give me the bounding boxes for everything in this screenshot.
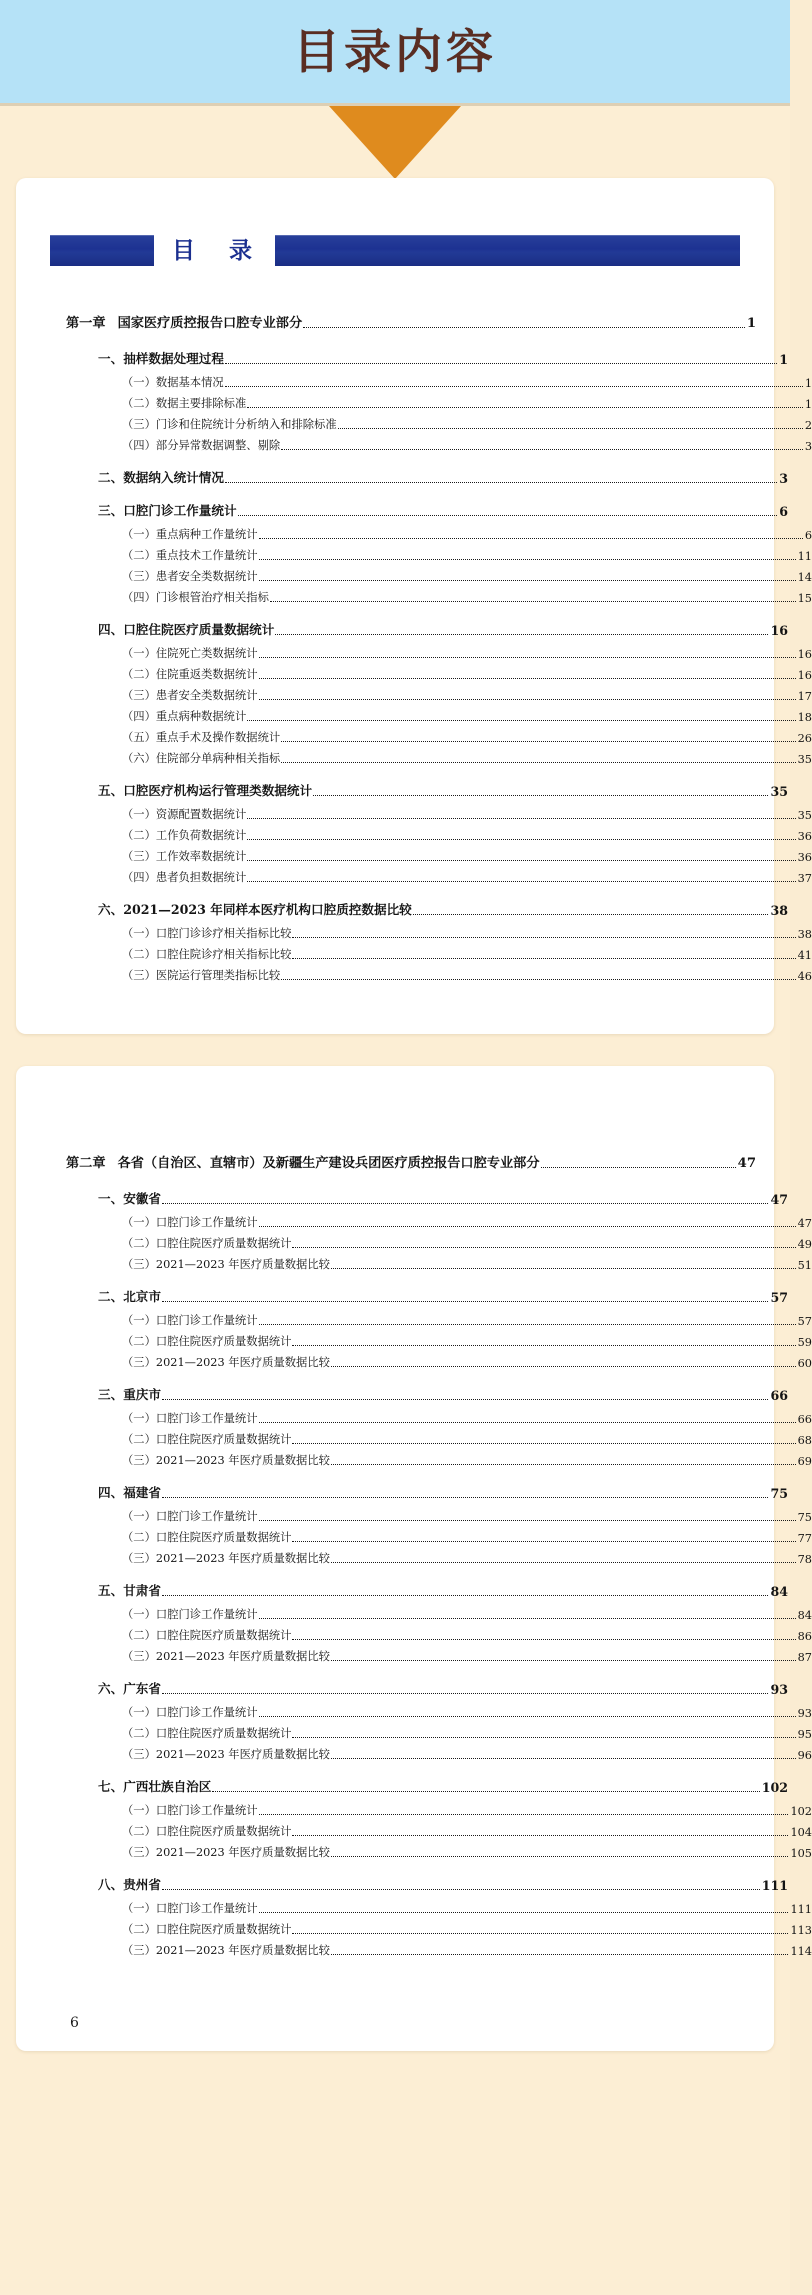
toc-entry[interactable] [50,1256,812,1272]
toc-page-number: 16 [797,648,812,661]
toc-entry[interactable] [50,437,812,453]
toc-leader-dots [292,1540,795,1542]
toc-page-number: 51 [797,1259,812,1272]
toc-entry[interactable] [50,547,812,563]
toc-leader-dots [331,1757,796,1759]
mulu-title-bar [50,234,740,266]
toc-page-number: 69 [797,1455,812,1468]
toc-page-number: 18 [797,711,812,724]
toc-list-two [50,1152,812,1958]
toc-leader-dots [281,740,795,742]
toc-entry[interactable] [50,1410,812,1426]
toc-page-number: 68 [797,1434,812,1447]
toc-entry-label [66,312,302,331]
toc-entry[interactable] [50,806,812,822]
toc-page-number: 111 [790,1903,812,1916]
toc-entry[interactable] [50,925,812,941]
toc-entry-label: （一）重点病种工作量统计 [122,528,258,541]
toc-entry-label: （二）口腔住院医疗质量数据统计 [122,1825,292,1838]
toc-entry[interactable] [50,750,812,766]
toc-leader-dots [247,859,795,861]
toc-entry-label: 五、甘肃省 [98,1583,161,1598]
toc-page-number: 105 [790,1847,812,1860]
toc-entry[interactable] [50,1431,812,1447]
toc-page-number: 66 [797,1413,812,1426]
toc-entry-label: 一、安徽省 [98,1191,161,1206]
toc-entry-label: （三）2021—2023 年医疗质量数据比较 [122,1258,330,1271]
toc-entry-label: 二、数据纳入统计情况 [98,470,224,485]
toc-entry[interactable] [50,1678,788,1697]
toc-entry[interactable] [50,1627,812,1643]
toc-entry-label: （一）口腔门诊工作量统计 [122,1412,258,1425]
toc-leader-dots [259,558,796,560]
toc-entry-label: （三）患者安全类数据统计 [122,689,258,702]
toc-leader-dots [162,1692,769,1694]
toc-page-number: 84 [770,1584,788,1599]
toc-entry-label: （三）2021—2023 年医疗质量数据比较 [122,1748,330,1761]
toc-chapter-number: 第一章 [66,316,106,331]
toc-entry-label: （三）2021—2023 年医疗质量数据比较 [122,1454,330,1467]
toc-entry-label: 五、口腔医疗机构运行管理类数据统计 [98,783,313,798]
toc-page-number: 3 [804,440,812,453]
toc-page-number: 46 [797,970,812,983]
toc-page-number: 75 [770,1486,788,1501]
toc-leader-dots [259,656,796,658]
toc-leader-dots [247,817,795,819]
toc-page-number: 104 [790,1826,812,1839]
toc-leader-dots [238,514,778,516]
toc-leader-dots [331,1267,796,1269]
toc-page-number: 2 [804,419,812,432]
toc-page-number: 113 [790,1924,812,1937]
toc-leader-dots [331,1659,796,1661]
toc-page-number: 93 [770,1682,788,1697]
toc-page-number: 35 [797,753,812,766]
toc-entry-label: （三）医院运行管理类指标比较 [122,969,281,982]
toc-leader-dots [281,448,803,450]
toc-entry-label: （二）重点技术工作量统计 [122,549,258,562]
toc-entry[interactable] [50,526,812,542]
toc-entry-label: （二）口腔住院医疗质量数据统计 [122,1237,292,1250]
toc-page-number: 102 [761,1780,788,1795]
toc-entry[interactable] [50,1286,788,1305]
toc-leader-dots [225,481,777,483]
toc-leader-dots [292,957,795,959]
toc-page-number: 95 [797,1728,812,1741]
toc-entry[interactable] [50,619,788,638]
toc-entry[interactable] [50,848,812,864]
toc-entry[interactable] [50,1746,812,1762]
toc-entry-label: （二）口腔住院医疗质量数据统计 [122,1531,292,1544]
toc-page-number: 78 [797,1553,812,1566]
toc-leader-dots [259,1813,789,1815]
toc-page-number: 86 [797,1630,812,1643]
toc-page-number: 36 [797,830,812,843]
toc-entry[interactable] [50,1802,812,1818]
toc-page-number: 38 [797,928,812,941]
toc-entry[interactable] [50,395,812,411]
toc-page-number: 49 [797,1238,812,1251]
toc-page-number: 111 [761,1878,788,1893]
toc-entry[interactable] [50,1580,788,1599]
toc-entry[interactable] [50,708,812,724]
toc-page-number: 102 [790,1805,812,1818]
toc-entry[interactable] [50,967,812,983]
toc-entry[interactable] [50,348,788,367]
toc-page-number: 47 [737,1156,756,1171]
toc-entry-label: （二）工作负荷数据统计 [122,829,247,842]
toc-entry-label: 二、北京市 [98,1289,161,1304]
toc-entry[interactable] [50,1606,812,1622]
toc-entry-label: （三）患者安全类数据统计 [122,570,258,583]
toc-leader-dots [259,677,796,679]
toc-entry[interactable] [50,374,812,390]
toc-leader-dots [270,600,796,602]
toc-page-number: 41 [797,949,812,962]
toc-entry[interactable] [50,1823,812,1839]
toc-leader-dots [281,761,795,763]
toc-leader-dots [303,326,745,328]
toc-leader-dots [225,362,777,364]
toc-entry-label: （二）口腔住院医疗质量数据统计 [122,1629,292,1642]
toc-page-number: 37 [797,872,812,885]
toc-page-number: 75 [797,1511,812,1524]
toc-entry[interactable] [50,1921,812,1937]
toc-page-number: 35 [770,784,788,799]
toc-entry-label: （二）口腔住院医疗质量数据统计 [122,1433,292,1446]
toc-page-number: 87 [797,1651,812,1664]
toc-leader-dots [259,1519,796,1521]
header-banner [0,0,790,106]
mulu-bar-right [275,235,740,266]
toc-page-number: 60 [797,1357,812,1370]
toc-entry-label: （三）2021—2023 年医疗质量数据比较 [122,1944,330,1957]
toc-entry-label: （二）口腔住院医疗质量数据统计 [122,1727,292,1740]
toc-entry-label: （五）重点手术及操作数据统计 [122,731,281,744]
toc-leader-dots [247,838,795,840]
toc-entry-label: （一）口腔门诊工作量统计 [122,1608,258,1621]
toc-leader-dots [292,1246,795,1248]
toc-entry[interactable] [50,1354,812,1370]
toc-page-number: 96 [797,1749,812,1762]
toc-page-number: 93 [797,1707,812,1720]
toc-entry-label: （一）口腔门诊工作量统计 [122,1216,258,1229]
toc-leader-dots [338,427,803,429]
toc-entry[interactable] [50,568,812,584]
toc-leader-dots [259,1323,796,1325]
toc-leader-dots [292,1736,795,1738]
toc-entry[interactable] [50,1508,812,1524]
toc-page-number: 38 [770,903,788,918]
toc-entry-label: （四）重点病种数据统计 [122,710,247,723]
toc-page-number: 6 [804,529,812,542]
toc-leader-dots [259,1617,796,1619]
toc-entry-label: （一）数据基本情况 [122,376,224,389]
toc-leader-dots [162,1594,769,1596]
toc-entry-label: 四、福建省 [98,1485,161,1500]
toc-leader-dots [281,978,795,980]
toc-page-number: 17 [797,690,812,703]
toc-entry-label: （三）2021—2023 年医疗质量数据比较 [122,1356,330,1369]
toc-leader-dots [259,1911,789,1913]
toc-entry[interactable] [50,1482,788,1501]
toc-page-number: 57 [797,1315,812,1328]
toc-entry[interactable] [50,589,812,605]
toc-page-number: 1 [779,352,788,367]
toc-leader-dots [259,579,796,581]
toc-entry[interactable] [50,500,788,519]
toc-entry[interactable] [50,1235,812,1251]
toc-entry-label: （一）资源配置数据统计 [122,808,247,821]
toc-entry-label: 一、抽样数据处理过程 [98,351,224,366]
toc-chapter-title: 国家医疗质控报告口腔专业部分 [117,316,303,331]
toc-entry-label: （一）口腔门诊工作量统计 [122,1804,258,1817]
toc-page-number: 26 [797,732,812,745]
toc-entry-label: （三）工作效率数据统计 [122,850,247,863]
toc-leader-dots [292,1834,788,1836]
toc-leader-dots [331,1855,788,1857]
toc-page-number: 47 [770,1192,788,1207]
toc-page-number: 47 [797,1217,812,1230]
toc-entry[interactable] [50,1384,788,1403]
toc-leader-dots [162,1496,769,1498]
toc-entry-label: （二）口腔住院医疗质量数据统计 [122,1335,292,1348]
toc-leader-dots [247,880,795,882]
toc-entry[interactable] [50,1452,812,1468]
toc-entry-label: （三）2021—2023 年医疗质量数据比较 [122,1552,330,1565]
toc-leader-dots [259,1225,796,1227]
toc-entry-label: （一）口腔门诊工作量统计 [122,1706,258,1719]
content-area [0,106,812,2051]
toc-entry-label: （二）口腔住院诊疗相关指标比较 [122,948,292,961]
toc-leader-dots [413,913,769,915]
toc-list-one [50,312,812,983]
toc-entry[interactable] [50,416,812,432]
toc-entry-label: （一）口腔门诊工作量统计 [122,1314,258,1327]
toc-entry-label: 六、2021—2023 年同样本医疗机构口腔质控数据比较 [98,902,412,917]
toc-page-number: 16 [770,623,788,638]
toc-leader-dots [331,1365,796,1367]
toc-entry-label: （三）门诊和住院统计分析纳入和排除标准 [122,418,337,431]
toc-leader-dots [212,1790,759,1792]
toc-entry[interactable] [50,467,788,486]
toc-entry-label: （一）住院死亡类数据统计 [122,647,258,660]
toc-entry-label: （六）住院部分单病种相关指标 [122,752,281,765]
toc-page-number: 57 [770,1290,788,1305]
toc-entry[interactable] [50,1188,788,1207]
toc-entry-label: 四、口腔住院医疗质量数据统计 [98,622,275,637]
toc-entry[interactable] [50,1312,812,1328]
toc-leader-dots [162,1202,769,1204]
toc-leader-dots [162,1398,769,1400]
toc-entry[interactable] [50,729,812,745]
toc-entry-label: 八、贵州省 [98,1877,161,1892]
toc-chapter-number: 第二章 [66,1156,106,1171]
toc-entry[interactable] [50,946,812,962]
toc-chapter-title: 各省（自治区、直辖市）及新疆生产建设兵团医疗质控报告口腔专业部分 [117,1156,540,1171]
toc-leader-dots [259,1421,796,1423]
toc-entry[interactable] [50,1333,812,1349]
toc-entry[interactable] [50,1152,756,1171]
toc-entry-label: 三、口腔门诊工作量统计 [98,503,237,518]
toc-leader-dots [331,1953,788,1955]
toc-entry[interactable] [50,1725,812,1741]
toc-entry-label: （四）患者负担数据统计 [122,871,247,884]
toc-leader-dots [162,1300,769,1302]
toc-leader-dots [259,537,803,539]
toc-leader-dots [292,1344,795,1346]
toc-entry-label: （三）2021—2023 年医疗质量数据比较 [122,1846,330,1859]
toc-leader-dots [313,794,768,796]
toc-entry[interactable] [50,1214,812,1230]
toc-entry-label: （二）口腔住院医疗质量数据统计 [122,1923,292,1936]
toc-page-number: 1 [804,398,812,411]
toc-entry-label: 七、广西壮族自治区 [98,1779,212,1794]
toc-card-chapter-one [16,178,812,1034]
toc-entry-label: （四）部分异常数据调整、剔除 [122,439,281,452]
toc-entry[interactable] [50,645,812,661]
toc-leader-dots [259,1715,796,1717]
toc-page-number: 15 [797,592,812,605]
toc-leader-dots [275,633,768,635]
toc-leader-dots [162,1888,760,1890]
toc-entry-label: （二）住院重返类数据统计 [122,668,258,681]
toc-entry[interactable] [50,1776,788,1795]
page-title: 目录内容 [293,25,497,80]
toc-leader-dots [292,936,795,938]
toc-card-chapter-two [16,1066,812,2051]
toc-entry-label: （一）口腔门诊工作量统计 [122,1902,258,1915]
toc-page-number: 36 [797,851,812,864]
toc-entry[interactable] [50,1900,812,1916]
toc-leader-dots [259,698,796,700]
toc-entry[interactable] [50,899,788,918]
toc-entry[interactable] [50,1529,812,1545]
toc-entry-label [66,1152,540,1171]
toc-entry[interactable] [50,666,812,682]
toc-page-number: 84 [797,1609,812,1622]
mulu-bar-left [50,235,154,266]
toc-leader-dots [292,1932,788,1934]
toc-page-number: 3 [779,471,788,486]
toc-leader-dots [331,1463,796,1465]
toc-entry[interactable] [50,1874,788,1893]
toc-page-number: 16 [797,669,812,682]
toc-entry-label: （二）数据主要排除标准 [122,397,247,410]
toc-leader-dots [292,1638,795,1640]
toc-leader-dots [225,385,803,387]
toc-entry[interactable] [50,780,788,799]
toc-entry[interactable] [50,312,756,331]
toc-leader-dots [247,406,803,408]
toc-entry[interactable] [50,687,812,703]
toc-entry[interactable] [50,1942,812,1958]
toc-leader-dots [292,1442,795,1444]
toc-entry[interactable] [50,827,812,843]
mulu-label: 目 录 [172,236,266,264]
toc-page-number: 1 [746,316,756,331]
toc-leader-dots [331,1561,796,1563]
toc-entry-label: 六、广东省 [98,1681,161,1696]
toc-page-number: 35 [797,809,812,822]
toc-page-number: 14 [797,571,812,584]
toc-page-number: 6 [779,504,788,519]
toc-entry-label: （一）口腔门诊诊疗相关指标比较 [122,927,292,940]
toc-leader-dots [247,719,795,721]
toc-entry-label: （三）2021—2023 年医疗质量数据比较 [122,1650,330,1663]
page-number: 6 [70,2015,79,2031]
toc-entry-label: （四）门诊根管治疗相关指标 [122,591,269,604]
toc-entry[interactable] [50,1844,812,1860]
toc-entry[interactable] [50,1704,812,1720]
toc-page-number: 59 [797,1336,812,1349]
toc-page-number: 114 [790,1945,812,1958]
toc-entry-label: （一）口腔门诊工作量统计 [122,1510,258,1523]
toc-leader-dots [541,1166,736,1168]
toc-entry[interactable] [50,869,812,885]
toc-entry-label: 三、重庆市 [98,1387,161,1402]
toc-page-number: 11 [797,550,812,563]
toc-entry[interactable] [50,1550,812,1566]
toc-page-number: 77 [797,1532,812,1545]
toc-page-number: 66 [770,1388,788,1403]
toc-entry[interactable] [50,1648,812,1664]
toc-page-number: 1 [804,377,812,390]
